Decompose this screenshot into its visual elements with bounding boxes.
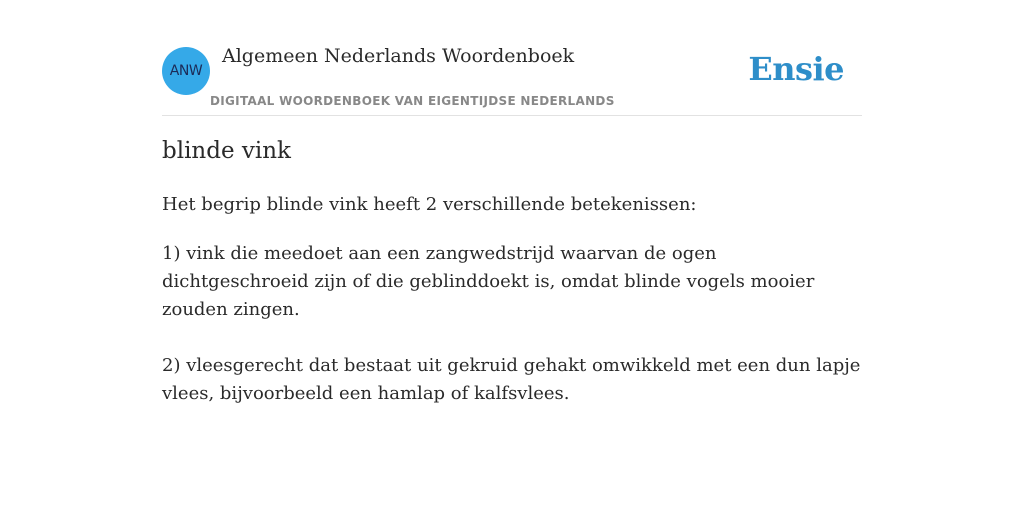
meanings-list <box>162 240 862 436</box>
entry-intro: Het begrip blinde vink heeft 2 verschillende betekenissen: <box>162 194 697 215</box>
meaning-item: 1) vink die meedoet aan een zangwedstrijd waarvan de ogen dichtgeschroeid zijn of die geblinddoekt is, omdat blinde vogels mooier zouden zingen. <box>162 243 815 320</box>
site-subtitle: DIGITAAL WOORDENBOEK VAN EIGENTIJDSE NEDERLANDS <box>210 94 615 108</box>
anw-logo[interactable] <box>162 47 210 95</box>
site-title[interactable]: Algemeen Nederlands Woordenboek <box>222 45 575 67</box>
anw-logo-text: ANW <box>169 63 203 79</box>
content-wrapper <box>162 0 862 404</box>
ensie-logo[interactable]: Ensie <box>748 50 844 88</box>
entry-title: blinde vink <box>162 138 291 164</box>
header <box>162 0 862 116</box>
meaning-item: 2) vleesgerecht dat bestaat uit gekruid gehakt omwikkeld met een dun lapje vlees, bijvoorbeeld een hamlap of kalfsvlees. <box>162 355 861 404</box>
